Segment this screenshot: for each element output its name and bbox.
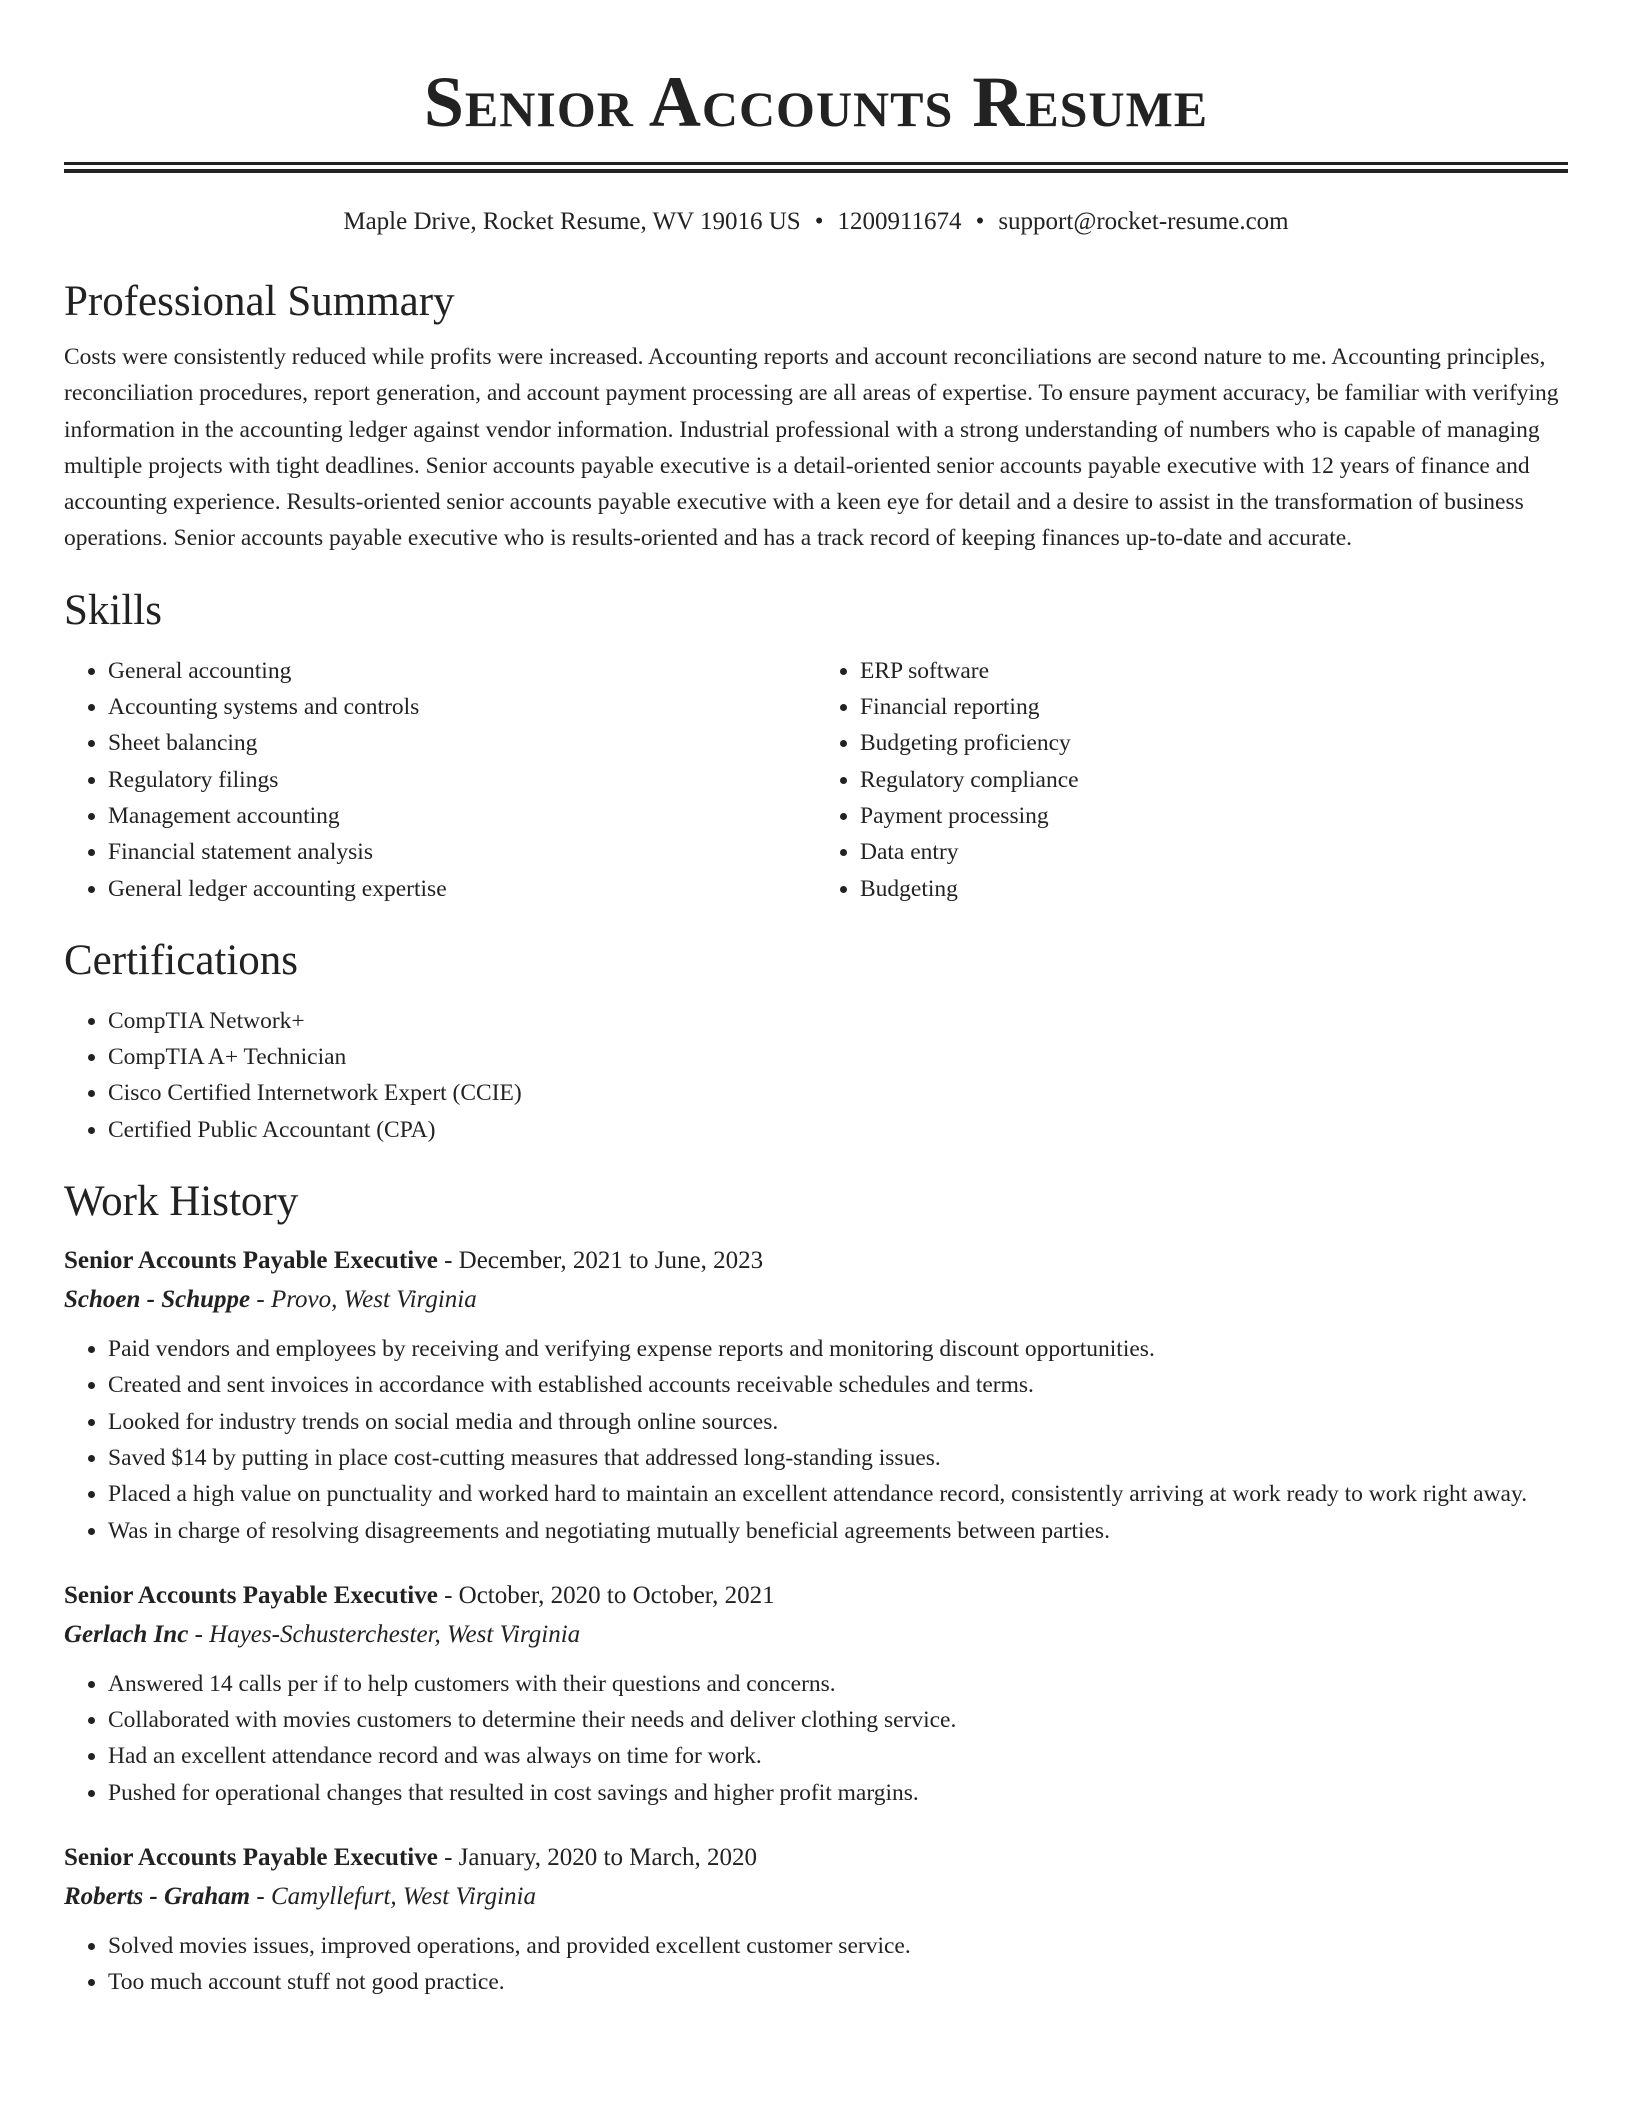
title-divider: [64, 162, 1568, 173]
skills-list-right: [816, 653, 1568, 907]
contact-phone: 1200911674: [837, 208, 962, 235]
skill-item: • Management accounting: [108, 798, 816, 834]
skills-heading: Skills: [64, 586, 162, 634]
job-title: Senior Accounts Payable Executive: [64, 1581, 438, 1609]
job-bullet: • Had an excellent attendance record and was always on time for work.: [108, 1738, 1568, 1774]
skill-item: • Budgeting proficiency: [860, 725, 1568, 761]
job-bullet-list: [64, 1928, 1568, 2001]
job-bullet: • Solved movies issues, improved operations, and provided excellent customer service.: [108, 1928, 1568, 1964]
job-title-line: Senior Accounts Payable Executive - October, 2020 to October, 2021: [64, 1581, 775, 1609]
skill-item: • Budgeting: [860, 871, 1568, 907]
job-entry: [64, 1577, 1568, 1811]
certification-item: • CompTIA A+ Technician: [108, 1039, 1568, 1075]
job-bullet: • Answered 14 calls per if to help customers with their questions and concerns.: [108, 1666, 1568, 1702]
skill-item: • ERP software: [860, 653, 1568, 689]
job-bullet: • Saved $14 by putting in place cost-cutting measures that addressed long-standing issues.: [108, 1440, 1568, 1476]
job-bullet: • Created and sent invoices in accordance with established accounts receivable schedules and terms.: [108, 1367, 1568, 1403]
job-bullet: • Collaborated with movies customers to determine their needs and deliver clothing service.: [108, 1702, 1568, 1738]
skill-item: • General accounting: [108, 653, 816, 689]
skill-item: • Regulatory compliance: [860, 762, 1568, 798]
job-location: Camyllefurt, West Virginia: [270, 1883, 537, 1911]
certification-item: • CompTIA Network+: [108, 1003, 1568, 1039]
certification-item: • Certified Public Accountant (CPA): [108, 1112, 1568, 1148]
job-bullet-list: [64, 1666, 1568, 1811]
work-history-heading: Work History: [64, 1178, 299, 1226]
job-company: Schoen - Schuppe: [64, 1286, 251, 1314]
certifications-heading: Certifications: [64, 936, 299, 984]
certification-item: • Cisco Certified Internetwork Expert (CCIE): [108, 1075, 1568, 1111]
skill-item: • Regulatory filings: [108, 762, 816, 798]
contact-email[interactable]: support@rocket-resume.com: [998, 208, 1289, 235]
skill-item: • Sheet balancing: [108, 725, 816, 761]
resume-title: Senior Accounts Resume: [423, 62, 1209, 142]
job-bullet: • Pushed for operational changes that resulted in cost savings and higher profit margins.: [108, 1775, 1568, 1811]
skills-list-left: [64, 653, 816, 907]
job-bullet: • Placed a high value on punctuality and worked hard to maintain an excellent attendance record, consistently arriving at work ready to work right away.: [108, 1476, 1568, 1512]
job-title: Senior Accounts Payable Executive: [64, 1844, 438, 1872]
job-dates: October, 2020 to October, 2021: [458, 1581, 775, 1609]
job-bullet: • Was in charge of resolving disagreements and negotiating mutually beneficial agreements between parties.: [108, 1513, 1568, 1549]
skill-item: • Financial reporting: [860, 689, 1568, 725]
job-entry: [64, 1242, 1568, 1549]
skill-item: • Financial statement analysis: [108, 834, 816, 870]
job-dates: December, 2021 to June, 2023: [458, 1247, 764, 1275]
skills-columns: [64, 653, 1568, 907]
job-company-line: Schoen - Schuppe - Provo, West Virginia: [64, 1286, 477, 1314]
contact-line: [64, 206, 1568, 238]
job-company-line: Gerlach Inc - Hayes-Schusterchester, West Virginia: [64, 1620, 581, 1648]
job-entry: [64, 1839, 1568, 2001]
job-bullet-list: [64, 1331, 1568, 1549]
job-title-line: Senior Accounts Payable Executive - January, 2020 to March, 2020: [64, 1844, 757, 1872]
job-dates: January, 2020 to March, 2020: [458, 1844, 757, 1872]
job-title: Senior Accounts Payable Executive: [64, 1247, 438, 1275]
skill-item: • Accounting systems and controls: [108, 689, 816, 725]
certifications-list: [64, 1003, 1568, 1148]
job-location: Provo, West Virginia: [270, 1286, 477, 1314]
job-bullet: • Too much account stuff not good practice.: [108, 1964, 1568, 2000]
contact-separator: •: [975, 208, 985, 235]
contact-separator: •: [814, 208, 824, 235]
job-bullet: • Looked for industry trends on social media and through online sources.: [108, 1404, 1568, 1440]
skill-item: • Data entry: [860, 834, 1568, 870]
skill-item: • Payment processing: [860, 798, 1568, 834]
job-bullet: • Paid vendors and employees by receiving and verifying expense reports and monitoring discount opportunities.: [108, 1331, 1568, 1367]
contact-address: Maple Drive, Rocket Resume, WV 19016 US: [343, 208, 801, 235]
job-company: Gerlach Inc: [64, 1620, 189, 1648]
summary-text: Costs were consistently reduced while profits were increased. Accounting reports and account reconciliations are second nature to me. Accounting principles, reconciliation procedures, report generation, and account payment processing are all areas of expertise. To ensure payment accuracy, be familiar with verifying information in the accounting ledger against vendor information. Industrial professional with a strong understanding of numbers who is capable of managing multiple projects with tight deadlines. Senior accounts payable executive is a detail-oriented senior accounts payable executive with 12 years of finance and accounting experience. Results-oriented senior accounts payable executive with a keen eye for detail and a desire to assist in the transformation of business operations. Senior accounts payable executive who is results-oriented and has a track record of keeping finances up-to-date and accurate.: [64, 344, 1559, 552]
job-company-line: Roberts - Graham - Camyllefurt, West Virginia: [64, 1883, 537, 1911]
job-company: Roberts - Graham: [64, 1883, 251, 1911]
job-title-line: Senior Accounts Payable Executive - December, 2021 to June, 2023: [64, 1247, 764, 1275]
summary-heading: Professional Summary: [64, 278, 455, 325]
job-location: Hayes-Schusterchester, West Virginia: [209, 1620, 581, 1648]
skill-item: • General ledger accounting expertise: [108, 871, 816, 907]
